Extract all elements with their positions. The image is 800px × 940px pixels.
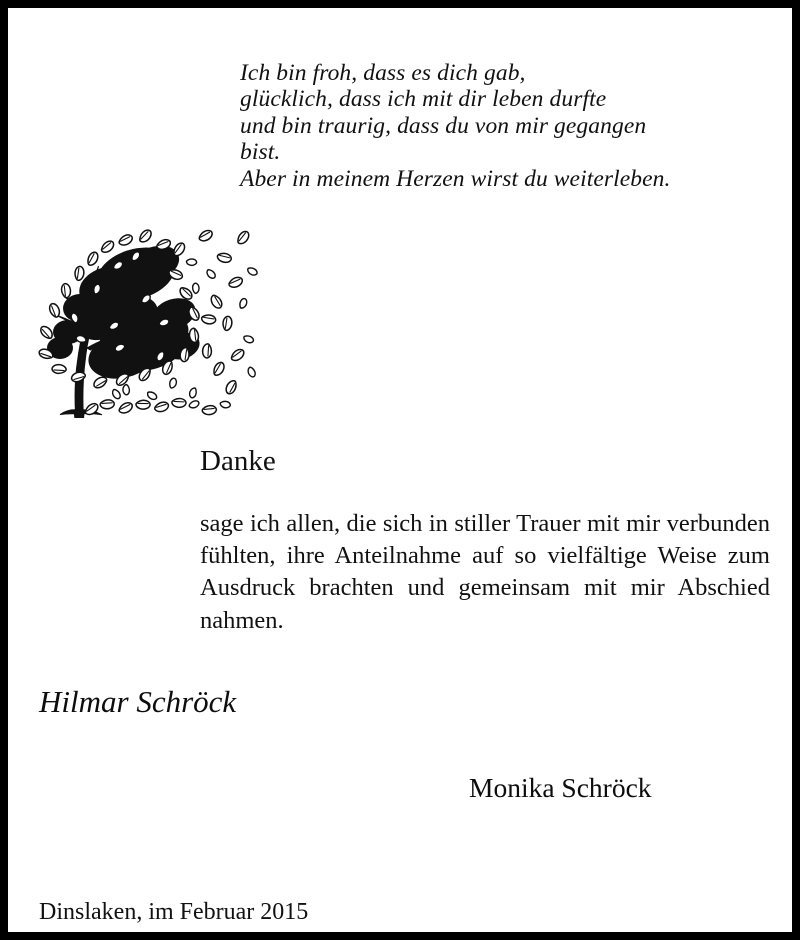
danke-heading: Danke bbox=[200, 445, 276, 477]
thanks-paragraph: sage ich allen, die sich in stiller Trauer mit mir verbunden fühlten, ihre Anteilnahme auf so vielfältige Weise zum Ausdruck brachten und gemeinsam mit mir Abschied nahmen. bbox=[200, 510, 770, 634]
poem-line-5: Aber in meinem Herzen wirst du weiterleben. bbox=[240, 165, 671, 192]
place-and-date: Dinslaken, im Februar 2015 bbox=[39, 899, 309, 925]
tree-canopy bbox=[47, 239, 203, 385]
windswept-tree-icon bbox=[24, 196, 260, 436]
poem-line-1: Ich bin froh, dass es dich gab, bbox=[240, 60, 526, 86]
poem-line-4: bist. bbox=[240, 139, 281, 166]
signer-name: Monika Schröck bbox=[469, 772, 652, 803]
poem-line-3: und bin traurig, dass du von mir gegangen bbox=[240, 112, 647, 139]
poem-line-2: glücklich, dass ich mit dir leben durfte bbox=[240, 86, 607, 113]
card-inner-white-area bbox=[8, 8, 792, 932]
deceased-name: Hilmar Schröck bbox=[39, 684, 237, 719]
poem-block bbox=[240, 60, 780, 192]
thanks-paragraph-block bbox=[200, 508, 770, 637]
